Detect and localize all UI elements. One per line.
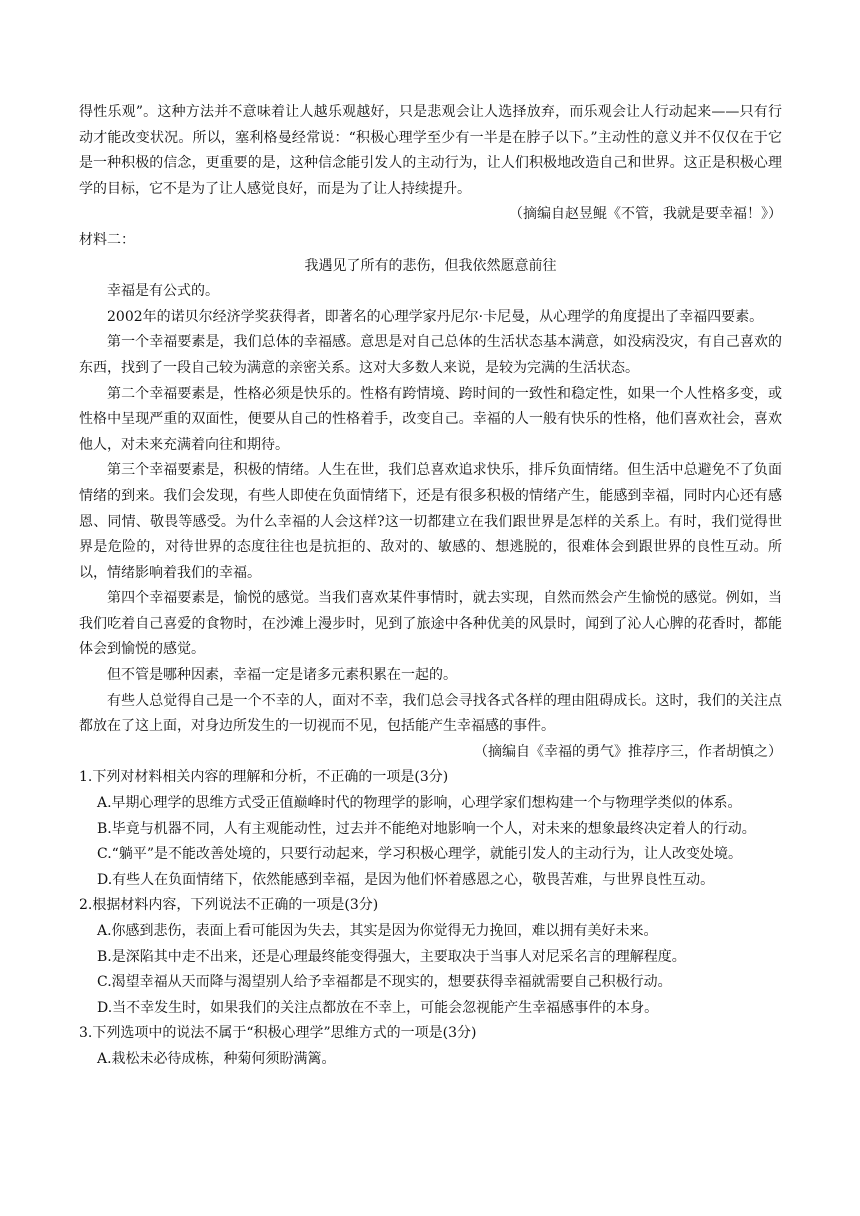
material2-source: （摘编自《幸福的勇气》推荐序三，作者胡慎之） — [474, 743, 782, 760]
material2-paragraph: 但不管是哪种因素，幸福一定是诸多元素积累在一起的。 — [107, 667, 457, 684]
question-3-stem: 3.下列选项中的说法不属于“积极心理学”思维方式的一项是(3分) — [79, 1025, 477, 1042]
material2-paragraph: 幸福是有公式的。 — [107, 283, 219, 300]
material1-source: （摘编自赵昱鲲《不管，我就是要幸福！》） — [509, 206, 782, 223]
question-3-option-a: A.栽松未必待成栋，种菊何须盼满篱。 — [97, 1050, 336, 1067]
material2-paragraph: 第三个幸福要素是，积极的情绪。人生在世，我们总喜欢追求快乐，排斥负面情绪。但生活中总避免不了负面情绪的到来。我们会发现，有些人即使在负面情绪下，还是有很多积极的情绪产生，能感到幸福，同时内心还有感恩、同情、敬畏等感受。为什么幸福的人会这样?这一切都建立在我们跟世界是怎样的关系上。有时，我们觉得世界是危险的，对待世界的态度往往也是抗拒的、敌对的、敏感的、想逃脱的，很难体会到跟世界的良性互动。所以，情绪影响着我们的幸福。 — [79, 462, 782, 581]
material2-paragraph: 第一个幸福要素是，我们总体的幸福感。意思是对自己总体的生活状态基本满意，如没病没灾，有自己喜欢的东西，找到了一段自己较为满意的亲密关系。这对大多数人来说，是较为完满的生活状态。 — [79, 334, 782, 376]
question-1-option-d: D.有些人在负面情绪下，依然能感到幸福，是因为他们怀着感恩之心，敬畏苦难，与世界良性互动。 — [97, 871, 715, 888]
question-2-option-d: D.当不幸发生时，如果我们的关注点都放在不幸上，可能会忽视能产生幸福感事件的本身。 — [97, 999, 659, 1016]
material2-paragraph: 有些人总觉得自己是一个不幸的人，面对不幸，我们总会寻找各式各样的理由阻碍成长。这时，我们的关注点都放在了这上面，对身边所发生的一切视而不见，包括能产生幸福感的事件。 — [79, 692, 782, 735]
question-1-option-c: C.“躺平”是不能改善处境的，只要行动起来，学习积极心理学，就能引发人的主动行为，让人改变处境。 — [97, 846, 742, 863]
question-2-stem: 2.根据材料内容，下列说法不正确的一项是(3分) — [79, 897, 379, 914]
material1-paragraph: 得性乐观”。这种方法并不意味着让人越乐观越好，只是悲观会让人选择放弃，而乐观会让人行动起来——只有行动才能改变状况。所以，塞利格曼经常说：“积极心理学至少有一半是在脖子以下。”主动性的意义并不仅仅在于它是一种积极的信念，更重要的是，这种信念能引发人的主动行为，让人们积极地改造自己和世界。这正是积极心理学的目标，它不是为了让人感觉良好，而是为了让人持续提升。 — [79, 104, 782, 197]
question-2-option-a: A.你感到悲伤，表面上看可能因为失去，其实是因为你觉得无力挽回，难以拥有美好未来。 — [97, 923, 658, 939]
material2-title: 我遇见了所有的悲伤，但我依然愿意前往 — [304, 257, 557, 274]
material2-paragraph: 第二个幸福要素是，性格必须是快乐的。性格有跨情境、跨时间的一致性和稳定性，如果一个人性格多变，或性格中呈现严重的双面性，便要从自己的性格着手，改变自己。幸福的人一般有快乐的性格，他们喜欢社会，喜欢他人，对未来充满着向往和期待。 — [79, 385, 782, 453]
question-2-option-b: B.是深陷其中走不出来，还是心理最终能变得强大，主要取决于当事人对尼采名言的理解程度。 — [97, 948, 686, 965]
question-1-option-b: B.毕竟与机器不同，人有主观能动性，过去并不能绝对地影响一个人，对未来的想象最终决定着人的行动。 — [97, 820, 756, 837]
question-2-option-c: C.渴望幸福从天而降与渴望别人给予幸福都是不现实的，想要获得幸福就需要自己积极行动。 — [97, 974, 672, 991]
material2-label: 材料二： — [79, 231, 135, 248]
material2-paragraph: 第四个幸福要素是，愉悦的感觉。当我们喜欢某件事情时，就去实现，自然而然会产生愉悦的感觉。例如，当我们吃着自己喜爱的食物时，在沙滩上漫步时，见到了旅途中各种优美的风景时，闻到了沁人心脾的花香时，都能体会到愉悦的感觉。 — [79, 590, 782, 658]
question-1-option-a: A.早期心理学的思维方式受正值巅峰时代的物理学的影响，心理学家们想构建一个与物理学类似的体系。 — [97, 795, 742, 812]
material2-paragraph: 2002年的诺贝尔经济学奖获得者，即著名的心理学家丹尼尔·卡尼曼，从心理学的角度提出了幸福四要素。 — [107, 308, 764, 325]
question-1-stem: 1.下列对材料相关内容的理解和分析，不正确的一项是(3分) — [79, 769, 449, 786]
